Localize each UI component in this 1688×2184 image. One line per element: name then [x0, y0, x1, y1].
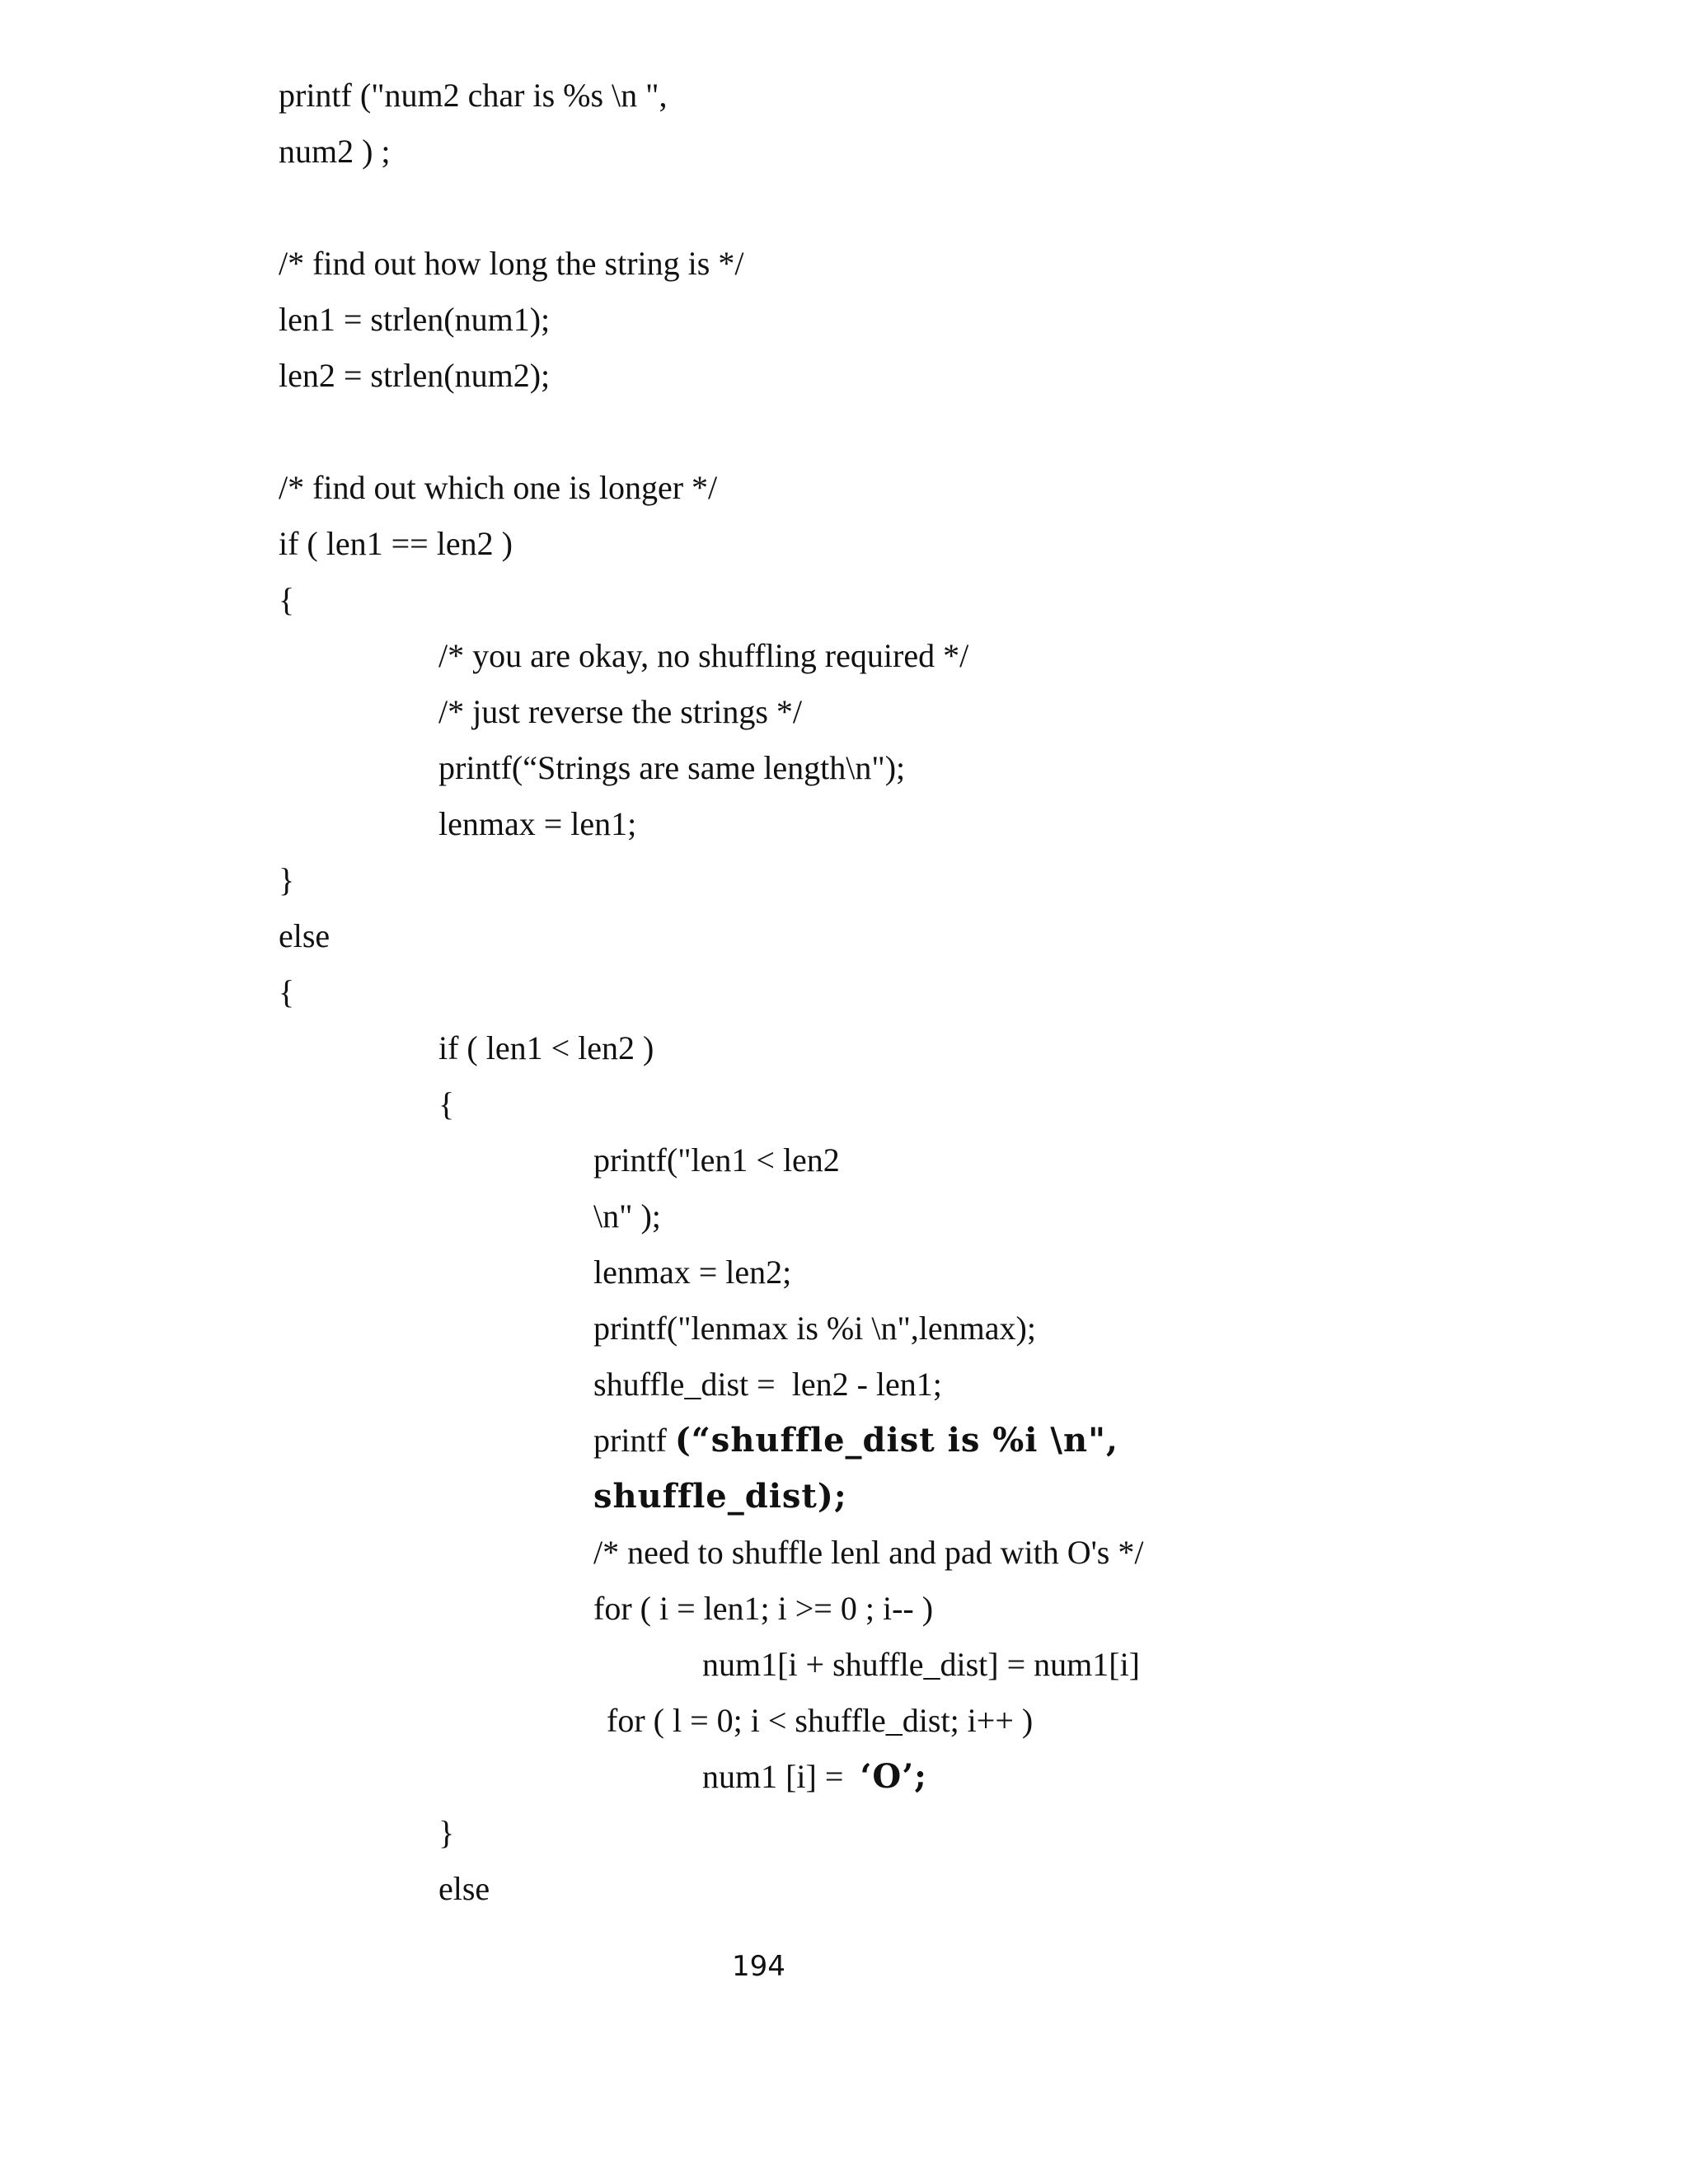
code-fragment: (“shuffle_dist is %i \n",: [674, 1421, 1118, 1460]
code-line: printf("lenmax is %i \n",lenmax);: [593, 1310, 1036, 1347]
code-line: printf(“Strings are same length\n");: [438, 749, 906, 786]
code-line: if ( len1 == len2 ): [279, 525, 513, 562]
code-keyword: else: [438, 1870, 490, 1907]
code-line: num2 ) ;: [279, 133, 391, 170]
code-fragment: ‘O’;: [860, 1757, 927, 1796]
code-line: len1 = strlen(num1);: [279, 301, 551, 338]
code-comment: /* find out which one is longer */: [279, 469, 718, 506]
code-fragment: printf: [593, 1422, 675, 1459]
code-line: len2 = strlen(num2);: [279, 357, 551, 394]
code-line: if ( len1 < len2 ): [438, 1029, 654, 1066]
code-brace: {: [279, 581, 295, 618]
code-line: lenmax = len1;: [438, 805, 637, 842]
code-line: lenmax = len2;: [593, 1254, 792, 1291]
code-line: for ( l = 0; i < shuffle_dist; i++ ): [607, 1702, 1034, 1739]
code-line: [593, 1421, 1118, 1460]
code-line: \n" );: [593, 1197, 661, 1235]
page-number: 194: [732, 1950, 785, 1983]
code-line: num1[i + shuffle_dist] = num1[i]: [702, 1646, 1140, 1683]
code-line: printf ("num2 char is %s \n ",: [279, 77, 668, 114]
code-brace: }: [438, 1814, 455, 1851]
code-line: [702, 1757, 927, 1797]
code-comment: /* find out how long the string is */: [279, 245, 744, 282]
code-brace: {: [438, 1085, 455, 1122]
code-comment: /* you are okay, no shuffling required */: [438, 637, 969, 674]
code-fragment: num1 [i] =: [702, 1758, 860, 1795]
code-line: shuffle_dist);: [593, 1477, 847, 1516]
code-line: shuffle_dist = len2 - len1;: [593, 1366, 942, 1403]
code-line: printf("len1 < len2: [593, 1141, 840, 1179]
code-comment: /* just reverse the strings */: [438, 693, 803, 730]
code-line: for ( i = len1; i >= 0 ; i-- ): [593, 1590, 934, 1627]
code-keyword: else: [279, 917, 331, 954]
code-brace: {: [279, 973, 295, 1010]
code-brace: }: [279, 861, 295, 898]
code-comment: /* need to shuffle lenl and pad with O's */: [593, 1534, 1144, 1571]
